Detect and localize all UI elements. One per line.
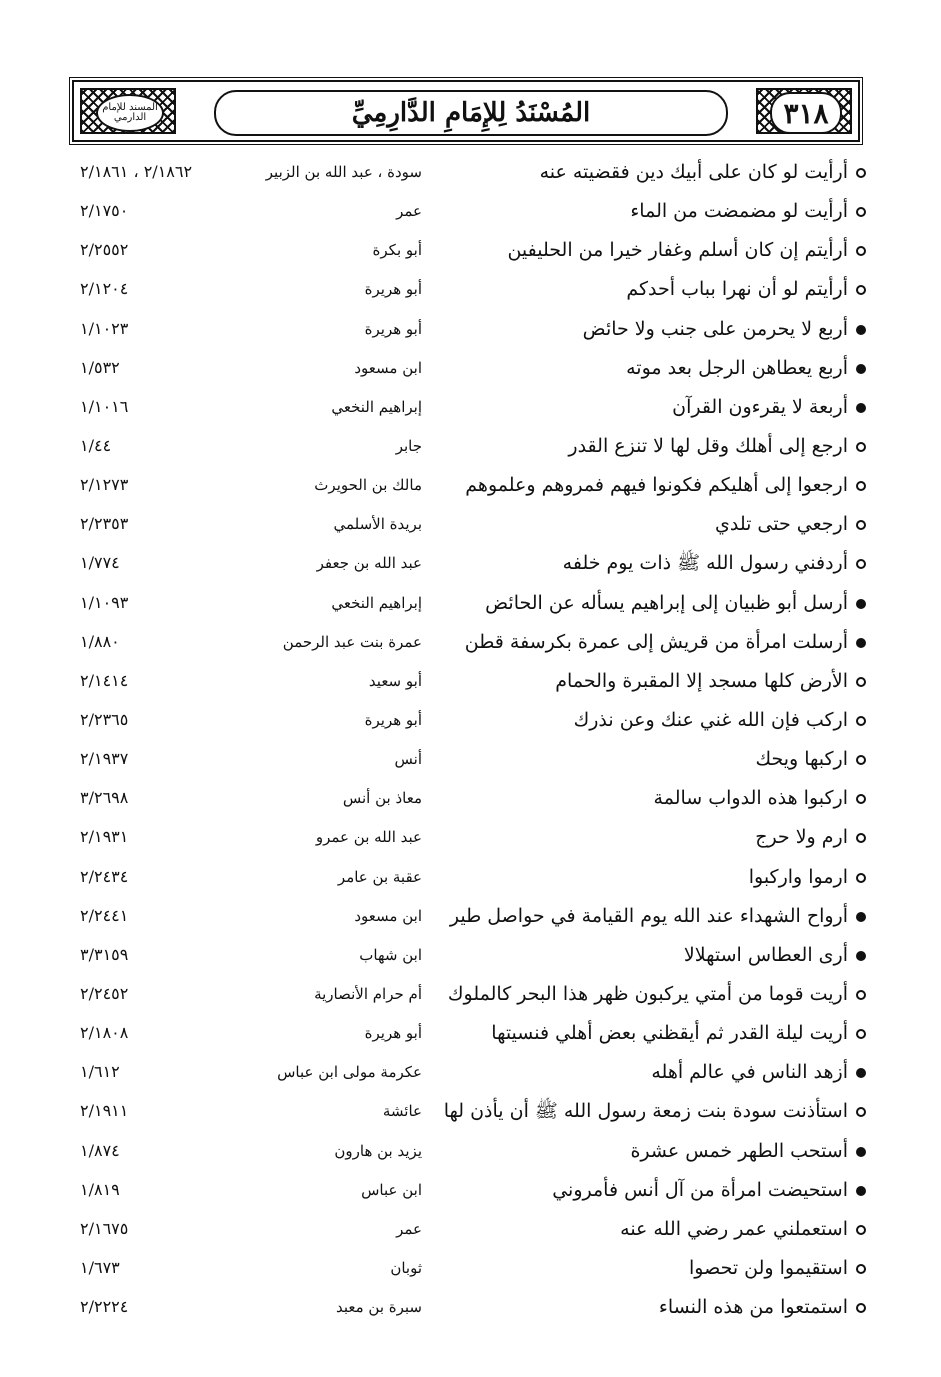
- header-ornament-left: [80, 88, 176, 134]
- hadith-text: ارم ولا حرج: [755, 826, 848, 849]
- filled-circle-icon: [856, 403, 866, 413]
- reference-number: ١/٨٨٠: [80, 631, 120, 651]
- narrator-name: عبد الله بن عمرو: [315, 828, 422, 847]
- narrator-name: ابن مسعود: [354, 358, 422, 377]
- reference-number: ٢/١٨٠٨: [80, 1023, 129, 1043]
- hadith-text: أرواح الشهداء عند الله يوم القيامة في حواصل طير: [449, 904, 848, 927]
- reference-number: ٢/١٢٠٤: [80, 279, 129, 299]
- filled-circle-icon: [856, 1186, 866, 1196]
- narrator-name: عبد الله بن جعفر: [316, 554, 422, 573]
- index-row: [60, 897, 880, 936]
- hadith-text: استأذنت سودة بنت زمعة رسول الله ﷺ أن يأذن لها: [443, 1100, 848, 1123]
- hadith-text: أرأيت لو كان على أبيك دين فقضيته عنه: [539, 161, 848, 183]
- reference-number: ١/٨١٩: [80, 1179, 120, 1199]
- open-circle-icon: [856, 168, 866, 178]
- index-row: [60, 1171, 880, 1210]
- hadith-text: ارجعي حتى تلدي: [714, 513, 848, 536]
- hadith-text: أزهد الناس في عالم أهله: [651, 1061, 848, 1084]
- reference-number: ١/١٠٢٣: [80, 318, 129, 338]
- reference-number: ١/٦١٢: [80, 1062, 120, 1082]
- narrator-name: عائشة: [382, 1102, 422, 1121]
- open-circle-icon: [856, 481, 866, 491]
- narrator-name: إبراهيم النخعي: [331, 397, 422, 416]
- index-row: [60, 1053, 880, 1092]
- hadith-text: أردفني رسول الله ﷺ ذات يوم خلفه: [562, 552, 848, 575]
- reference-number: ٢/٢٤٤١: [80, 905, 129, 925]
- narrator-name: أبو بكرة: [372, 241, 422, 260]
- filled-circle-icon: [856, 599, 866, 609]
- index-row: [60, 388, 880, 427]
- reference-number: ٢/١٨٦٢ ، ٢/١٨٦١: [80, 162, 193, 181]
- index-row: [60, 1249, 880, 1288]
- index-row: [60, 858, 880, 897]
- index-row: [60, 1288, 880, 1327]
- hadith-text: ارموا واركبوا: [748, 865, 848, 888]
- narrator-name: ابن عباس: [361, 1180, 422, 1199]
- open-circle-icon: [856, 207, 866, 217]
- open-circle-icon: [856, 1225, 866, 1235]
- index-row: [60, 1092, 880, 1131]
- open-circle-icon: [856, 1264, 866, 1274]
- narrator-name: عقبة بن عامر: [337, 867, 422, 886]
- narrator-name: عمر: [396, 1219, 422, 1238]
- index-row: [60, 153, 880, 192]
- narrator-name: إبراهيم النخعي: [331, 593, 422, 612]
- hadith-text: أرأيت لو مضمضت من الماء: [630, 200, 848, 223]
- narrator-name: عمرة بنت عبد الرحمن: [282, 632, 422, 651]
- filled-circle-icon: [856, 951, 866, 961]
- narrator-name: ثوبان: [390, 1258, 422, 1277]
- open-circle-icon: [856, 873, 866, 883]
- hadith-text: الأرض كلها مسجد إلا المقبرة والحمام: [555, 669, 848, 692]
- index-row: [60, 623, 880, 662]
- open-circle-icon: [856, 990, 866, 1000]
- hadith-text: أرأيتم لو أن نهرا بباب أحدكم: [626, 278, 848, 301]
- index-row: [60, 740, 880, 779]
- reference-number: ٢/١٢٧٣: [80, 475, 129, 495]
- reference-number: ٣/٢٦٩٨: [80, 788, 129, 808]
- hadith-text: استقيموا ولن تحصوا: [689, 1256, 848, 1279]
- narrator-name: أنس: [394, 750, 422, 769]
- narrator-name: سودة ، عبد الله بن الزبير: [265, 163, 422, 181]
- filled-circle-icon: [856, 364, 866, 374]
- hadith-text: أربع يعطاهن الرجل بعد موته: [626, 356, 848, 379]
- reference-number: ١/٨٧٤: [80, 1140, 120, 1160]
- reference-number: ٣/٣١٥٩: [80, 944, 129, 964]
- index-row: [60, 1132, 880, 1171]
- reference-number: ١/٦٧٣: [80, 1257, 120, 1277]
- filled-circle-icon: [856, 1147, 866, 1157]
- narrator-name: عمر: [396, 202, 422, 221]
- open-circle-icon: [856, 716, 866, 726]
- narrator-name: سبرة بن معبد: [335, 1298, 422, 1317]
- reference-number: ٢/١٤١٤: [80, 670, 129, 690]
- reference-number: ١/٥٣٢: [80, 357, 120, 377]
- page-number-badge: [770, 92, 842, 134]
- index-row: [60, 231, 880, 270]
- reference-number: ٢/١٩٣١: [80, 827, 129, 847]
- index-row: [60, 310, 880, 349]
- reference-number: ١/٤٤: [80, 435, 112, 455]
- page-title-frame: [214, 90, 728, 136]
- index-row: [60, 270, 880, 309]
- book-seal: [96, 94, 164, 132]
- open-circle-icon: [856, 442, 866, 452]
- hadith-text: أربعة لا يقرءون القرآن: [672, 395, 848, 418]
- open-circle-icon: [856, 677, 866, 687]
- hadith-text: ارجعوا إلى أهليكم فكونوا فيهم فمروهم وعلموهم: [465, 474, 848, 497]
- narrator-name: أبو سعيد: [368, 671, 422, 690]
- page-title: المُسْنَدُ لِلإِمَامِ الدَّارِمِيِّ: [351, 98, 591, 128]
- open-circle-icon: [856, 833, 866, 843]
- page-header: [72, 80, 860, 142]
- hadith-text: استعملني عمر رضي الله عنه: [620, 1217, 848, 1240]
- narrator-name: أبو هريرة: [364, 319, 422, 338]
- hadith-text: أرسل أبو ظبيان إلى إبراهيم يسأله عن الحائض: [485, 591, 848, 614]
- open-circle-icon: [856, 755, 866, 765]
- reference-number: ٢/٢٤٥٢: [80, 983, 129, 1003]
- narrator-name: أبو هريرة: [364, 280, 422, 299]
- open-circle-icon: [856, 1029, 866, 1039]
- reference-number: ٢/٢٣٦٥: [80, 709, 129, 729]
- index-row: [60, 936, 880, 975]
- open-circle-icon: [856, 285, 866, 295]
- reference-number: ٢/١٦٧٥: [80, 1218, 129, 1238]
- hadith-text: اركب فإن الله غني عنك وعن نذرك: [573, 708, 848, 731]
- filled-circle-icon: [856, 325, 866, 335]
- hadith-text: أريت ليلة القدر ثم أيقظني بعض أهلي فنسيتها: [491, 1022, 848, 1045]
- reference-number: ٢/٢٣٥٣: [80, 514, 129, 534]
- narrator-name: جابر: [395, 436, 422, 455]
- index-row: [60, 505, 880, 544]
- index-row: [60, 779, 880, 818]
- hadith-text: أربع لا يحرمن على جنب ولا حائض: [582, 317, 848, 340]
- open-circle-icon: [856, 1107, 866, 1117]
- narrator-name: أبو هريرة: [364, 1024, 422, 1043]
- reference-number: ٢/١٩٣٧: [80, 749, 129, 769]
- hadith-text: أستحب الطهر خمس عشرة: [630, 1139, 848, 1162]
- hadith-text: أرأيتم إن كان أسلم وغفار خيرا من الحليفين: [507, 239, 848, 262]
- narrator-name: مالك بن الحويرث: [314, 476, 422, 495]
- narrator-name: ابن شهاب: [359, 945, 422, 964]
- hadith-text: اركبوا هذه الدواب سالمة: [653, 787, 848, 810]
- index-row: [60, 662, 880, 701]
- hadith-text: أرسلت امرأة من قريش إلى عمرة بكرسفة قطن: [464, 630, 848, 653]
- narrator-name: يزيد بن هارون: [334, 1141, 422, 1160]
- page-number: ٣١٨: [783, 96, 829, 130]
- reference-number: ٢/٢٥٥٢: [80, 240, 129, 260]
- index-row: [60, 975, 880, 1014]
- reference-number: ٢/٢٤٣٤: [80, 866, 129, 886]
- book-seal-text: المسند للإمام الدارمي: [102, 102, 158, 123]
- narrator-name: أبو هريرة: [364, 710, 422, 729]
- narrator-name: عكرمة مولى ابن عباس: [277, 1063, 422, 1082]
- hadith-text: أريت قوما من أمتي يركبون ظهر هذا البحر كالملوك: [447, 982, 848, 1005]
- index-row: [60, 427, 880, 466]
- narrator-name: بريدة الأسلمي: [333, 515, 422, 534]
- hadith-text: اركبها ويحك: [755, 748, 848, 771]
- open-circle-icon: [856, 559, 866, 569]
- index-row: [60, 1014, 880, 1053]
- open-circle-icon: [856, 520, 866, 530]
- hadith-text: استحيضت امرأة من آل أنس فأمروني: [552, 1178, 848, 1201]
- narrator-name: ابن مسعود: [354, 906, 422, 925]
- index-row: [60, 192, 880, 231]
- filled-circle-icon: [856, 1068, 866, 1078]
- reference-number: ٢/٢٢٢٤: [80, 1297, 129, 1317]
- reference-number: ٢/١٩١١: [80, 1101, 129, 1121]
- filled-circle-icon: [856, 912, 866, 922]
- index-row: [60, 584, 880, 623]
- filled-circle-icon: [856, 638, 866, 648]
- open-circle-icon: [856, 246, 866, 256]
- hadith-index-list: [60, 153, 880, 1327]
- reference-number: ٢/١٧٥٠: [80, 201, 129, 221]
- reference-number: ١/١٠٩٣: [80, 592, 129, 612]
- index-row: [60, 1210, 880, 1249]
- reference-number: ١/٧٧٤: [80, 553, 120, 573]
- index-row: [60, 349, 880, 388]
- open-circle-icon: [856, 1303, 866, 1313]
- hadith-text: استمتعوا من هذه النساء: [658, 1296, 848, 1319]
- index-row: [60, 818, 880, 857]
- narrator-name: معاذ بن أنس: [342, 789, 422, 808]
- index-row: [60, 701, 880, 740]
- reference-number: ١/١٠١٦: [80, 396, 129, 416]
- index-row: [60, 466, 880, 505]
- open-circle-icon: [856, 794, 866, 804]
- narrator-name: أم حرام الأنصارية: [314, 984, 422, 1003]
- header-ornament-right: [756, 88, 852, 134]
- hadith-text: ارجع إلى أهلك وقل لها لا تنزع القدر: [568, 434, 848, 457]
- hadith-text: أرى العطاس استهلالا: [683, 943, 848, 966]
- index-row: [60, 544, 880, 583]
